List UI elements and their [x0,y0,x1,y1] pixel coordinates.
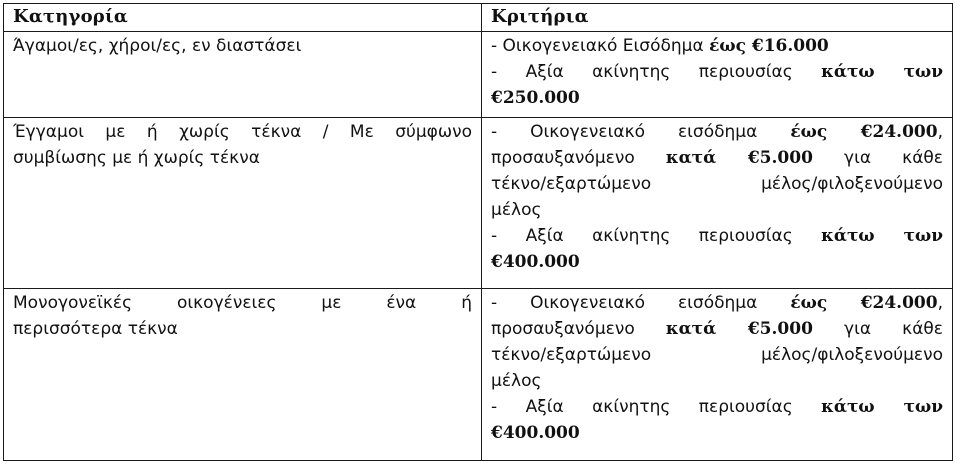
criteria-bold: κάτω των [821,397,943,417]
category-text: Έγγαμοι με ή χωρίς τέκνα / Με σύμφωνο [13,122,472,142]
criteria-cell [482,32,953,118]
criteria-bold: έως €16.000 [709,36,829,56]
table-header-row [4,4,953,32]
criteria-line [491,223,943,249]
criteria-line [491,290,943,316]
criteria-bold: έως €24.000 [790,293,938,313]
criteria-bold: €400.000 [491,423,580,443]
criteria-bold: κατά €5.000 [665,319,813,339]
criteria-bold: κάτω των [821,226,943,246]
criteria-cell [482,118,953,289]
criteria-bold: έως €24.000 [790,122,938,142]
header-criteria: Κριτήρια [482,4,953,32]
criteria-text: , [937,293,943,313]
criteria-line: τέκνο/εξαρτώμενο μέλος/φιλοξενούμενο [491,174,943,194]
table-row [4,32,953,118]
criteria-line [491,420,943,446]
table-row [4,289,953,461]
criteria-bold: €400.000 [491,252,580,272]
header-category: Κατηγορία [4,4,482,32]
criteria-line [491,316,943,342]
criteria-line [491,59,943,85]
criteria-text: - Αξία ακίνητης περιουσίας [491,226,822,246]
criteria-line: μέλος [491,200,542,220]
criteria-text: προσαυξανόμενο [491,319,666,339]
category-text: περισσότερα τέκνα [13,319,178,339]
criteria-text: - Οικογενειακό εισόδημα [491,122,791,142]
category-text: Άγαμοι/ες, χήροι/ες, εν διαστάσει [13,36,302,56]
category-cell [4,118,482,289]
criteria-line [491,249,943,275]
category-cell [4,32,482,118]
criteria-text: - Οικογενειακό εισόδημα [491,293,791,313]
criteria-text: προσαυξανόμενο [491,148,666,168]
criteria-line [491,119,943,145]
criteria-text: , [937,122,943,142]
criteria-line: μέλος [491,371,542,391]
criteria-text: για κάθε [812,319,943,339]
criteria-line: τέκνο/εξαρτώμενο μέλος/φιλοξενούμενο [491,345,943,365]
criteria-table [3,3,953,461]
criteria-text: - Οικογενειακό Εισόδημα [491,36,710,56]
criteria-line [491,394,943,420]
category-cell [4,289,482,461]
category-text: συμβίωσης με ή χωρίς τέκνα [13,148,260,168]
criteria-line [491,145,943,171]
criteria-line [491,85,943,111]
criteria-text: - Αξία ακίνητης περιουσίας [491,62,822,82]
criteria-bold: κατά €5.000 [665,148,813,168]
criteria-text: για κάθε [812,148,943,168]
criteria-cell [482,289,953,461]
category-text: Μονογονεϊκές οικογένειες με ένα ή [13,293,472,313]
criteria-bold: κάτω των [821,62,943,82]
criteria-line [491,33,943,59]
table-row [4,118,953,289]
criteria-bold: €250.000 [491,88,580,108]
criteria-text: - Αξία ακίνητης περιουσίας [491,397,822,417]
